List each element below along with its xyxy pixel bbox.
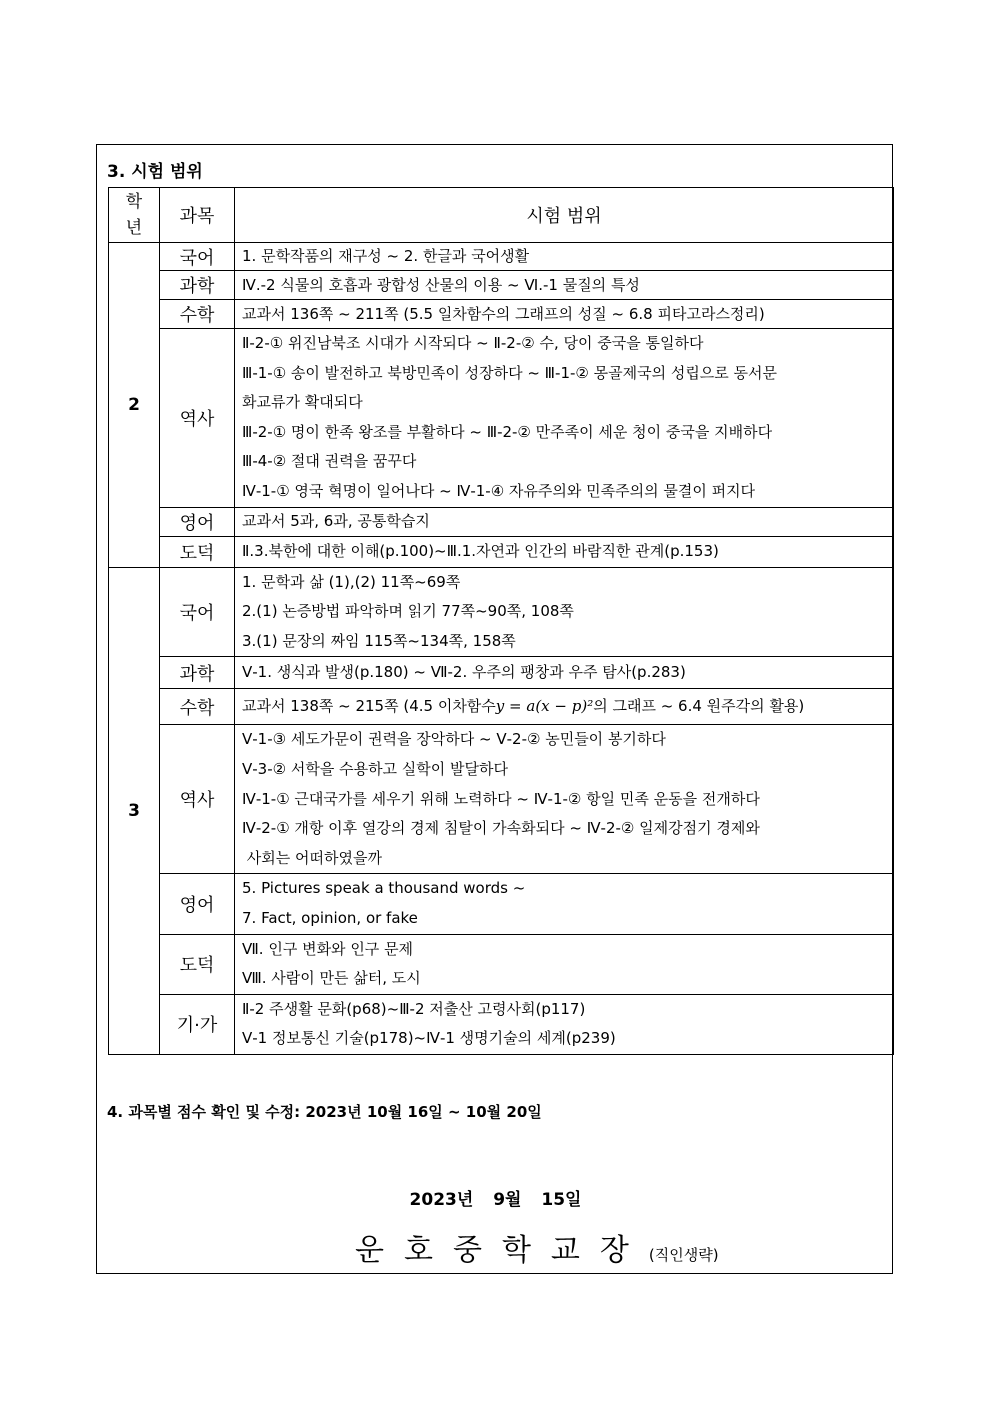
table-row <box>109 507 894 536</box>
grade-2-cell: 2 <box>109 243 160 568</box>
table-row <box>109 994 894 1054</box>
header-grade <box>109 188 160 243</box>
range-cell <box>235 329 894 508</box>
section-3-title: 3. 시험 범위 <box>107 162 203 182</box>
range-cell <box>235 243 894 271</box>
range-line: 1. 문학작품의 재구성 ~ 2. 한글과 국어생활 <box>242 247 530 265</box>
range-line: Ⅲ-1-① 송이 발전하고 북방민족이 성장하다 ~ Ⅲ-1-② 몽골제국의 성립으로 동서문 <box>242 363 778 382</box>
range-cell <box>235 689 894 725</box>
principal-signature <box>355 1225 719 1269</box>
range-line: Ⅲ-4-② 절대 권력을 꿈꾸다 <box>242 452 417 471</box>
range-line: Ⅳ-2-① 개항 이후 열강의 경제 침탈이 가속화되다 ~ Ⅳ-2-② 일제강점기 경제와 <box>242 819 760 838</box>
range-line: Ⅱ.3.북한에 대한 이해(p.100)~Ⅲ.1.자연과 인간의 바람직한 관계(p.153) <box>242 542 719 561</box>
range-line: Ⅳ-1-① 영국 혁명이 일어나다 ~ Ⅳ-1-④ 자유주의와 민족주의의 물결이 퍼지다 <box>242 481 756 500</box>
range-cell <box>235 300 894 329</box>
range-line: 1. 문학과 삶 (1),(2) 11쪽~69쪽 <box>242 572 461 591</box>
table-row <box>109 689 894 725</box>
range-line: 교과서 136쪽 ~ 211쪽 (5.5 일차함수의 그래프의 성질 ~ 6.8 피타고라스정리) <box>242 304 765 323</box>
table-row <box>109 934 894 994</box>
math-range-before: 교과서 138쪽 ~ 215쪽 (4.5 이차함수 <box>242 697 496 716</box>
range-line: Ⅳ-1-① 근대국가를 세우기 위해 노력하다 ~ Ⅳ-1-② 항일 민족 운동을 전개하다 <box>242 789 760 808</box>
range-cell <box>235 725 894 874</box>
range-line: 사회는 어떠하였을까 <box>242 848 382 867</box>
range-cell <box>235 536 894 567</box>
table-row <box>109 874 894 934</box>
table-row <box>109 657 894 689</box>
principal-name: 운호중학교장 <box>355 1233 649 1268</box>
range-cell <box>235 567 894 657</box>
table-row <box>109 271 894 300</box>
seal-note: (직인생략) <box>648 1246 719 1264</box>
notice-frame <box>96 144 893 1274</box>
range-cell <box>235 934 894 994</box>
range-cell <box>235 507 894 536</box>
subject-cell: 영어 <box>160 507 235 536</box>
table-header-row <box>109 188 894 243</box>
subject-cell: 과학 <box>160 271 235 300</box>
section-4-score-check: 4. 과목별 점수 확인 및 수정: 2023년 10월 16일 ~ 10월 20일 <box>107 1103 542 1121</box>
range-line: 7. Fact, opinion, or fake <box>242 908 418 927</box>
grade-3-cell: 3 <box>109 567 160 1054</box>
subject-cell: 수학 <box>160 689 235 725</box>
range-cell <box>235 657 894 689</box>
range-line: Ⅱ-2-① 위진남북조 시대가 시작되다 ~ Ⅱ-2-② 수, 당이 중국을 통일하다 <box>242 334 704 352</box>
subject-cell: 도덕 <box>160 934 235 994</box>
table-row <box>109 567 894 657</box>
table-row <box>109 329 894 508</box>
header-range: 시험 범위 <box>235 188 894 243</box>
range-line: 5. Pictures speak a thousand words ~ <box>242 879 526 898</box>
range-line: Ⅴ-1-③ 세도가문이 권력을 장악하다 ~ Ⅴ-2-② 농민들이 봉기하다 <box>242 730 666 749</box>
subject-cell: 국어 <box>160 567 235 657</box>
range-cell <box>235 994 894 1054</box>
range-line: Ⅳ.-2 식물의 호흡과 광합성 산물의 이용 ~ Ⅵ.-1 물질의 특성 <box>242 275 640 294</box>
quadratic-formula: y = a(x − p)² <box>495 697 594 716</box>
header-subject: 과목 <box>160 188 235 243</box>
subject-cell: 역사 <box>160 329 235 508</box>
range-cell <box>235 271 894 300</box>
range-cell <box>235 874 894 934</box>
range-line: Ⅴ-1 정보통신 기술(p178)~Ⅳ-1 생명기술의 세계(p239) <box>242 1029 616 1048</box>
subject-cell: 역사 <box>160 725 235 874</box>
range-line: Ⅴ-1. 생식과 발생(p.180) ~ Ⅶ-2. 우주의 팽창과 우주 탐사(p.283) <box>242 663 686 682</box>
range-line: 화교류가 확대되다 <box>242 393 363 412</box>
exam-range-table <box>108 187 894 1055</box>
range-line: 2.(1) 논증방법 파악하며 읽기 77쪽~90쪽, 108쪽 <box>242 602 574 621</box>
range-line: Ⅲ-2-① 명이 한족 왕조를 부활하다 ~ Ⅲ-2-② 만주족이 세운 청이 중국을 지배하다 <box>242 422 773 441</box>
subject-cell: 과학 <box>160 657 235 689</box>
range-line: 교과서 5과, 6과, 공통학습지 <box>242 512 430 531</box>
range-line: Ⅶ. 인구 변화와 인구 문제 <box>242 939 414 958</box>
table-row <box>109 243 894 271</box>
subject-cell: 도덕 <box>160 536 235 567</box>
issue-date: 2023년 9월 15일 <box>409 1190 582 1210</box>
table-row <box>109 300 894 329</box>
header-grade-line2: 년 <box>125 218 143 238</box>
table-row <box>109 725 894 874</box>
table-row <box>109 536 894 567</box>
subject-cell: 수학 <box>160 300 235 329</box>
range-line: Ⅷ. 사람이 만든 삶터, 도시 <box>242 969 421 988</box>
range-line: Ⅴ-3-② 서학을 수용하고 실학이 발달하다 <box>242 759 509 778</box>
subject-cell: 기·가 <box>160 994 235 1054</box>
range-line: 3.(1) 문장의 짜임 115쪽~134쪽, 158쪽 <box>242 631 516 650</box>
subject-cell: 영어 <box>160 874 235 934</box>
header-grade-line1: 학 <box>125 192 143 212</box>
range-line <box>242 693 886 720</box>
range-line: Ⅱ-2 주생활 문화(p68)~Ⅲ-2 저출산 고령사회(p117) <box>242 999 586 1018</box>
math-range-after: 의 그래프 ~ 6.4 원주각의 활용) <box>593 697 805 716</box>
subject-cell: 국어 <box>160 243 235 271</box>
